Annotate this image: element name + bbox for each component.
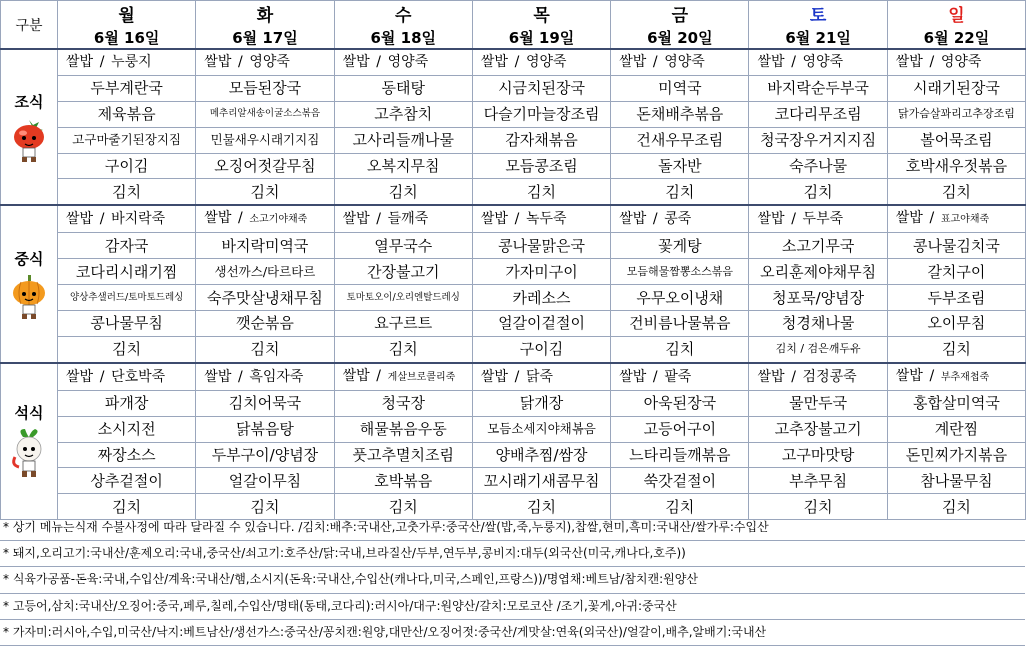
slash-divider: /	[376, 54, 382, 71]
rice-item: 쌀밥	[757, 211, 785, 228]
menu-item-cell: 오리훈제야채무침	[749, 259, 887, 285]
rice-porridge-cell	[196, 49, 334, 75]
slash-divider: /	[929, 210, 935, 227]
menu-item-cell: 김치	[196, 336, 334, 362]
slash-divider: /	[791, 368, 796, 385]
day-name-header: 화	[196, 1, 334, 27]
rice-porridge-cell	[887, 205, 1025, 233]
menu-item-cell: 홍합살미역국	[887, 390, 1025, 416]
slash-divider: /	[929, 54, 935, 71]
menu-item-cell: 토마토오이/오리엔탈드레싱	[334, 285, 472, 311]
slash-divider: /	[238, 54, 243, 71]
menu-item-cell: 김치	[611, 494, 749, 520]
menu-item-cell: 우무오이냉채	[611, 285, 749, 311]
rice-porridge-cell	[334, 363, 472, 391]
slash-divider: /	[238, 368, 243, 385]
menu-item-cell: 깻순볶음	[196, 311, 334, 337]
menu-item-cell: 모듬콩조림	[472, 153, 610, 179]
menu-item-cell: 김치	[887, 336, 1025, 362]
date-header: 6월 22일	[887, 26, 1025, 49]
rice-item: 쌀밥	[204, 54, 232, 71]
menu-item-cell: 계란찜	[887, 416, 1025, 442]
menu-item-cell: 고등어구이	[611, 416, 749, 442]
slash-divider: /	[238, 210, 243, 227]
radish-character-icon	[1, 427, 57, 481]
porridge-item: 들깨죽	[387, 211, 429, 228]
menu-item-cell: 돈채배추볶음	[611, 101, 749, 127]
slash-divider: /	[99, 211, 105, 228]
menu-item-cell: 김치	[887, 179, 1025, 205]
menu-item-cell: 양배추찜/쌈장	[472, 442, 610, 468]
menu-item-cell: 김치	[334, 179, 472, 205]
menu-item-cell: 김치	[58, 494, 196, 520]
menu-item-cell: 고구마줄기된장지짐	[58, 127, 196, 153]
porridge-item: 흑임자죽	[249, 368, 304, 385]
note-line: * 고등어,삼치:국내산/오징어:중국,페루,칠레,수입산/명태(동태,코다리):러시아/대구:원양산/갈치:모로코산 /조기,꽃게,아귀:중국산	[0, 594, 1025, 620]
menu-item-cell: 소시지전	[58, 416, 196, 442]
menu-item-cell: 카레소스	[472, 285, 610, 311]
menu-item-cell: 두부조림	[887, 285, 1025, 311]
note-line: * 식육가공품-돈육:국내,수입산/계육:국내산/햄,소시지(돈육:국내산,수입산(캐나다,미국,스페인,프랑스))/명엽채:베트남/참치캔:원양산	[0, 567, 1025, 593]
menu-item-cell: 감자국	[58, 233, 196, 259]
porridge-item: 영양죽	[387, 54, 429, 71]
note-line: * 상기 메뉴는식재 수불사정에 따라 달라질 수 있습니다. /김치:배추:국내산,고춧가루:중국산/쌀(밥,죽,누룽지),찹쌀,현미,흑미:국내산/쌀가루:수입산	[0, 515, 1025, 541]
rice-porridge-cell	[334, 205, 472, 233]
porridge-item: 단호박죽	[111, 368, 166, 385]
menu-item-cell: 참나물무침	[887, 468, 1025, 494]
menu-item-cell: 소고기무국	[749, 233, 887, 259]
day-name-header: 목	[472, 1, 610, 27]
menu-item-cell: 김치	[196, 179, 334, 205]
menu-item-cell: 돈민찌가지볶음	[887, 442, 1025, 468]
day-name-header: 월	[58, 1, 196, 27]
porridge-item: 영양죽	[664, 54, 705, 71]
meal-label: 중식	[14, 249, 44, 268]
menu-item-cell: 김치	[334, 494, 472, 520]
menu-item-cell: 코다리시래기찜	[58, 259, 196, 285]
rice-item: 쌀밥	[342, 54, 370, 71]
menu-item-cell: 얼갈이겉절이	[472, 311, 610, 337]
date-header: 6월 18일	[334, 26, 472, 49]
menu-item-cell: 청포묵/양념장	[749, 285, 887, 311]
menu-item-cell: 시금치된장국	[472, 75, 610, 101]
porridge-item: 바지락죽	[111, 211, 166, 228]
menu-item-cell: 시래기된장국	[887, 75, 1025, 101]
rice-item: 쌀밥	[66, 54, 94, 71]
menu-item-cell: 청경채나물	[749, 311, 887, 337]
meal-label: 조식	[14, 92, 44, 111]
slash-divider: /	[514, 368, 520, 385]
slash-divider: /	[514, 211, 520, 228]
menu-item-cell: 고추참치	[334, 101, 472, 127]
menu-item-cell: 고사리들깨나물	[334, 127, 472, 153]
menu-item-cell: 김치	[196, 494, 334, 520]
menu-item-cell: 콩나물김치국	[887, 233, 1025, 259]
note-line: * 가자미:러시아,수입,미국산/낙지:베트남산/생선가스:중국산/꽁치캔:원양,대만산/오징어젓:중국산/게맛살:연육(외국산)/얼갈이,배추,알배기:국내산	[0, 620, 1025, 646]
day-name-header: 금	[611, 1, 749, 27]
menu-item-cell: 닭개장	[472, 390, 610, 416]
rice-item: 쌀밥	[342, 367, 370, 384]
rice-item: 쌀밥	[204, 210, 232, 227]
rice-item: 쌀밥	[895, 54, 923, 71]
date-header: 6월 17일	[196, 26, 334, 49]
porridge-item: 소고기야채죽	[249, 214, 308, 226]
rice-item: 쌀밥	[480, 368, 508, 385]
rice-porridge-cell	[611, 205, 749, 233]
slash-divider: /	[99, 368, 105, 385]
pumpkin-character-icon	[1, 273, 57, 321]
rice-porridge-cell	[611, 363, 749, 391]
menu-item-cell: 구이김	[58, 153, 196, 179]
date-header: 6월 20일	[611, 26, 749, 49]
day-name-header: 일	[887, 1, 1025, 27]
tomato-character-icon	[1, 116, 57, 164]
porridge-item: 표고야채죽	[940, 214, 990, 226]
menu-item-cell: 김치	[611, 336, 749, 362]
rice-porridge-cell	[58, 49, 196, 75]
rice-porridge-cell	[334, 49, 472, 75]
menu-item-cell: 감자채볶음	[472, 127, 610, 153]
gubun-header: 구분	[1, 1, 58, 50]
slash-divider: /	[652, 368, 658, 385]
menu-item-cell: 동태탕	[334, 75, 472, 101]
slash-divider: /	[652, 211, 658, 228]
date-header: 6월 19일	[472, 26, 610, 49]
slash-divider: /	[376, 367, 382, 384]
slash-divider: /	[99, 54, 105, 71]
rice-item: 쌀밥	[66, 368, 94, 385]
porridge-item: 영양죽	[525, 54, 567, 71]
menu-item-cell: 미역국	[611, 75, 749, 101]
day-name-header: 수	[334, 1, 472, 27]
menu-item-cell: 코다리무조림	[749, 101, 887, 127]
rice-porridge-cell	[196, 363, 334, 391]
menu-item-cell: 숙주나물	[749, 153, 887, 179]
rice-item: 쌀밥	[204, 368, 232, 385]
menu-item-cell: 콩나물맑은국	[472, 233, 610, 259]
menu-item-cell: 청국장	[334, 390, 472, 416]
menu-item-cell: 꽃게탕	[611, 233, 749, 259]
day-name-header: 토	[749, 1, 887, 27]
menu-item-cell: 양상추샐러드/토마토드레싱	[58, 285, 196, 311]
menu-item-cell: 아욱된장국	[611, 390, 749, 416]
porridge-item: 게살브로콜리죽	[387, 371, 456, 383]
menu-item-cell: 김치	[58, 179, 196, 205]
rice-item: 쌀밥	[895, 367, 923, 384]
menu-item-cell: 부추무침	[749, 468, 887, 494]
menu-item-cell: 돌자반	[611, 153, 749, 179]
rice-porridge-cell	[887, 49, 1025, 75]
menu-item-cell: 볼어묵조림	[887, 127, 1025, 153]
slash-divider: /	[514, 54, 520, 71]
rice-porridge-cell	[472, 205, 610, 233]
menu-item-cell: 호박볶음	[334, 468, 472, 494]
menu-item-cell: 두부구이/양념장	[196, 442, 334, 468]
menu-item-cell: 제육볶음	[58, 101, 196, 127]
porridge-item: 팥죽	[664, 368, 692, 385]
menu-item-cell: 메추리알새송이굴소스볶음	[196, 101, 334, 127]
rice-item: 쌀밥	[480, 211, 508, 228]
menu-item-cell: 짜장소스	[58, 442, 196, 468]
rice-porridge-cell	[58, 363, 196, 391]
rice-item: 쌀밥	[895, 210, 923, 227]
porridge-item: 부추재첩죽	[940, 371, 990, 383]
menu-item-cell: 고추장불고기	[749, 416, 887, 442]
menu-item-cell: 꼬시래기새콤무침	[472, 468, 610, 494]
meal-label-cell	[1, 363, 58, 520]
menu-item-cell: 상추겉절이	[58, 468, 196, 494]
menu-item-cell: 물만두국	[749, 390, 887, 416]
slash-divider: /	[791, 211, 796, 228]
menu-item-cell: 닭가슴살꽈리고추장조림	[887, 101, 1025, 127]
menu-item-cell: 김치어묵국	[196, 390, 334, 416]
menu-item-cell: 느타리들깨볶음	[611, 442, 749, 468]
porridge-item: 검정콩죽	[802, 368, 857, 385]
menu-item-cell: 오징어젓갈무침	[196, 153, 334, 179]
menu-item-cell: 간장불고기	[334, 259, 472, 285]
porridge-item: 콩죽	[664, 211, 692, 228]
rice-item: 쌀밥	[480, 54, 508, 71]
menu-item-cell: 바지락미역국	[196, 233, 334, 259]
menu-item-cell: 건비름나물볶음	[611, 311, 749, 337]
menu-item-cell: 바지락순두부국	[749, 75, 887, 101]
menu-item-cell: 콩나물무침	[58, 311, 196, 337]
rice-porridge-cell	[611, 49, 749, 75]
menu-item-cell: 청국장우거지지짐	[749, 127, 887, 153]
menu-item-cell: 요구르트	[334, 311, 472, 337]
menu-item-cell: 고구마맛탕	[749, 442, 887, 468]
porridge-item: 녹두죽	[525, 211, 567, 228]
menu-item-cell: 김치	[749, 179, 887, 205]
rice-item: 쌀밥	[66, 211, 94, 228]
date-header: 6월 16일	[58, 26, 196, 49]
rice-item: 쌀밥	[757, 368, 785, 385]
rice-porridge-cell	[887, 363, 1025, 391]
menu-item-cell: 김치	[334, 336, 472, 362]
menu-item-cell: 김치	[58, 336, 196, 362]
menu-item-cell: 오이무침	[887, 311, 1025, 337]
menu-item-cell: 열무국수	[334, 233, 472, 259]
porridge-item: 누룽지	[111, 54, 152, 71]
menu-item-cell: 김치	[887, 494, 1025, 520]
menu-item-cell: 모듬소세지야채볶음	[472, 416, 610, 442]
note-line: * 돼지,오리고기:국내산/훈제오리:국내,중국산/쇠고기:호주산/닭:국내,브라질산/두부,연두부,콩비지:대두(외국산(미국,캐나다,호주))	[0, 541, 1025, 567]
rice-item: 쌀밥	[619, 368, 647, 385]
rice-porridge-cell	[749, 205, 887, 233]
rice-porridge-cell	[196, 205, 334, 233]
rice-porridge-cell	[58, 205, 196, 233]
menu-item-cell: 생선까스/타르타르	[196, 259, 334, 285]
menu-item-cell: 김치	[472, 179, 610, 205]
menu-item-cell: 다슬기마늘장조림	[472, 101, 610, 127]
menu-item-cell: 두부계란국	[58, 75, 196, 101]
porridge-item: 영양죽	[802, 54, 844, 71]
menu-item-cell: 풋고추멸치조림	[334, 442, 472, 468]
meal-label: 석식	[14, 404, 44, 423]
rice-item: 쌀밥	[619, 211, 647, 228]
porridge-item: 영양죽	[249, 54, 290, 71]
date-header: 6월 21일	[749, 26, 887, 49]
menu-item-cell: 모듬해물짬뽕소스볶음	[611, 259, 749, 285]
menu-item-cell: 닭볶음탕	[196, 416, 334, 442]
menu-item-cell: 김치	[472, 494, 610, 520]
menu-item-cell: 파개장	[58, 390, 196, 416]
menu-item-cell: 김치	[611, 179, 749, 205]
meal-label-cell	[1, 205, 58, 362]
menu-item-cell: 쑥갓겉절이	[611, 468, 749, 494]
menu-item-cell: 김치	[749, 494, 887, 520]
rice-porridge-cell	[472, 363, 610, 391]
menu-item-cell: 오복지무침	[334, 153, 472, 179]
notes-section	[0, 515, 1025, 646]
meal-label-cell	[1, 49, 58, 205]
rice-porridge-cell	[749, 363, 887, 391]
rice-item: 쌀밥	[619, 54, 647, 71]
menu-item-cell: 가자미구이	[472, 259, 610, 285]
menu-item-cell: 얼갈이무침	[196, 468, 334, 494]
rice-porridge-cell	[472, 49, 610, 75]
slash-divider: /	[652, 54, 658, 71]
menu-item-cell: 민물새우시래기지짐	[196, 127, 334, 153]
menu-item-cell: 호박새우젓볶음	[887, 153, 1025, 179]
porridge-item: 영양죽	[940, 54, 982, 71]
menu-item-cell: 구이김	[472, 336, 610, 362]
menu-item-cell: 갈치구이	[887, 259, 1025, 285]
porridge-item: 닭죽	[525, 368, 554, 385]
rice-item: 쌀밥	[757, 54, 785, 71]
menu-item-cell: 모듬된장국	[196, 75, 334, 101]
porridge-item: 두부죽	[802, 211, 844, 228]
menu-item-cell: 숙주맛살냉채무침	[196, 285, 334, 311]
slash-divider: /	[376, 211, 382, 228]
menu-item-cell: 김치 / 검은깨두유	[749, 336, 887, 362]
menu-item-cell: 건새우무조림	[611, 127, 749, 153]
rice-item: 쌀밥	[342, 211, 370, 228]
slash-divider: /	[929, 367, 935, 384]
menu-item-cell: 해물볶음우동	[334, 416, 472, 442]
slash-divider: /	[791, 54, 796, 71]
rice-porridge-cell	[749, 49, 887, 75]
